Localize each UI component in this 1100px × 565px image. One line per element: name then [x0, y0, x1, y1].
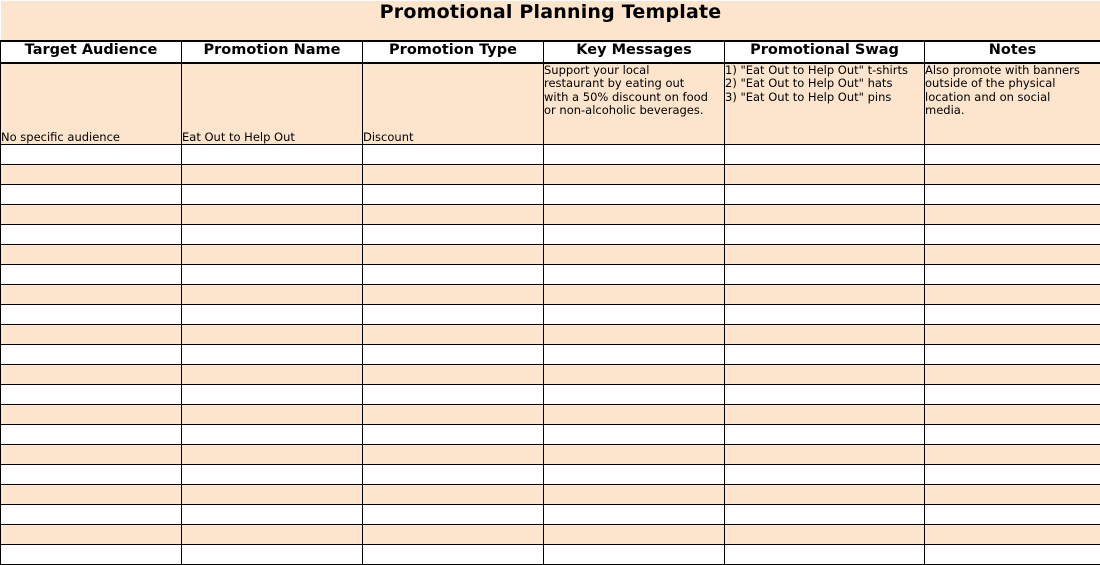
table-row-empty — [1, 385, 1100, 405]
notes-line: outside of the physical — [925, 77, 1100, 91]
cell-empty[interactable] — [925, 225, 1100, 245]
cell-empty[interactable] — [363, 445, 544, 465]
cell-empty[interactable] — [363, 465, 544, 485]
cell-empty[interactable] — [725, 165, 925, 185]
table-row-empty — [1, 325, 1100, 345]
cell-empty[interactable] — [725, 285, 925, 305]
cell-empty[interactable] — [363, 205, 544, 225]
cell-empty[interactable] — [1, 265, 182, 285]
cell-empty[interactable] — [544, 205, 725, 225]
table-row-empty — [1, 345, 1100, 365]
cell-empty[interactable] — [725, 145, 925, 165]
column-header-notes[interactable]: Notes — [925, 41, 1100, 63]
cell-empty[interactable] — [925, 185, 1100, 205]
cell-empty[interactable] — [544, 425, 725, 445]
cell-empty[interactable] — [1, 145, 182, 165]
cell-empty[interactable] — [363, 405, 544, 425]
cell-empty[interactable] — [182, 285, 363, 305]
table-row-empty — [1, 205, 1100, 225]
column-header-promotion-type[interactable]: Promotion Type — [363, 41, 544, 63]
cell-empty[interactable] — [182, 445, 363, 465]
cell-empty[interactable] — [725, 325, 925, 345]
cell-empty[interactable] — [1, 245, 182, 265]
notes-line: location and on social — [925, 91, 1100, 105]
notes-line: media. — [925, 104, 1100, 118]
cell-empty[interactable] — [1, 465, 182, 485]
cell-empty[interactable] — [1, 225, 182, 245]
cell-empty[interactable] — [725, 345, 925, 365]
table-row-empty — [1, 545, 1100, 565]
title-row — [1, 1, 1100, 41]
cell-empty[interactable] — [1, 525, 182, 545]
cell-key-messages[interactable] — [544, 63, 725, 145]
cell-empty[interactable] — [1, 405, 182, 425]
cell-empty[interactable] — [544, 225, 725, 245]
key-messages-line: Support your local — [544, 64, 724, 78]
cell-empty[interactable] — [925, 305, 1100, 325]
cell-empty[interactable] — [182, 305, 363, 325]
cell-empty[interactable] — [725, 225, 925, 245]
cell-empty[interactable] — [1, 425, 182, 445]
cell-empty[interactable] — [544, 285, 725, 305]
key-messages-line: restaurant by eating out — [544, 77, 724, 91]
cell-empty[interactable] — [925, 405, 1100, 425]
cell-empty[interactable] — [925, 205, 1100, 225]
table-row-empty — [1, 465, 1100, 485]
cell-empty[interactable] — [925, 165, 1100, 185]
column-header-promotion-name[interactable]: Promotion Name — [182, 41, 363, 63]
cell-empty[interactable] — [363, 265, 544, 285]
cell-empty[interactable] — [725, 245, 925, 265]
table-row-empty — [1, 525, 1100, 545]
cell-empty[interactable] — [544, 325, 725, 345]
cell-empty[interactable] — [1, 445, 182, 465]
notes-line: Also promote with banners — [925, 64, 1100, 78]
column-header-target-audience[interactable]: Target Audience — [1, 41, 182, 63]
table-row-empty — [1, 185, 1100, 205]
cell-empty[interactable] — [725, 425, 925, 445]
cell-empty[interactable] — [925, 365, 1100, 385]
cell-empty[interactable] — [182, 225, 363, 245]
cell-empty[interactable] — [363, 225, 544, 245]
cell-empty[interactable] — [363, 425, 544, 445]
cell-empty[interactable] — [182, 545, 363, 565]
cell-empty[interactable] — [925, 545, 1100, 565]
cell-empty[interactable] — [725, 265, 925, 285]
table-row-empty — [1, 365, 1100, 385]
cell-empty[interactable] — [925, 325, 1100, 345]
cell-empty[interactable] — [182, 145, 363, 165]
empty-rows-body — [1, 145, 1100, 565]
table-row-empty — [1, 245, 1100, 265]
cell-empty[interactable] — [544, 485, 725, 505]
cell-empty[interactable] — [725, 525, 925, 545]
cell-empty[interactable] — [925, 245, 1100, 265]
cell-empty[interactable] — [182, 365, 363, 385]
cell-empty[interactable] — [182, 405, 363, 425]
cell-empty[interactable] — [182, 165, 363, 185]
cell-empty[interactable] — [925, 285, 1100, 305]
cell-empty[interactable] — [725, 465, 925, 485]
table-row-empty — [1, 445, 1100, 465]
table-row-empty — [1, 305, 1100, 325]
cell-empty[interactable] — [363, 385, 544, 405]
cell-empty[interactable] — [725, 405, 925, 425]
cell-empty[interactable] — [182, 525, 363, 545]
cell-empty[interactable] — [1, 165, 182, 185]
cell-notes[interactable] — [925, 63, 1100, 145]
key-messages-line: with a 50% discount on food — [544, 91, 724, 105]
table-row-empty — [1, 225, 1100, 245]
table-row-empty — [1, 485, 1100, 505]
cell-empty[interactable] — [182, 425, 363, 445]
swag-line: 2) "Eat Out to Help Out" hats — [725, 77, 924, 91]
cell-empty[interactable] — [925, 485, 1100, 505]
cell-empty[interactable] — [363, 345, 544, 365]
cell-empty[interactable] — [544, 525, 725, 545]
cell-empty[interactable] — [1, 205, 182, 225]
cell-promotion-name[interactable]: Eat Out to Help Out — [182, 63, 363, 145]
cell-empty[interactable] — [544, 405, 725, 425]
cell-empty[interactable] — [925, 345, 1100, 365]
table-row-empty — [1, 265, 1100, 285]
swag-line: 1) "Eat Out to Help Out" t-shirts — [725, 64, 924, 78]
cell-empty[interactable] — [182, 325, 363, 345]
cell-empty[interactable] — [182, 185, 363, 205]
cell-empty[interactable] — [725, 445, 925, 465]
cell-empty[interactable] — [1, 305, 182, 325]
table-row-empty — [1, 165, 1100, 185]
cell-empty[interactable] — [544, 365, 725, 385]
cell-empty[interactable] — [363, 305, 544, 325]
cell-empty[interactable] — [544, 145, 725, 165]
cell-empty[interactable] — [182, 385, 363, 405]
cell-empty[interactable] — [925, 445, 1100, 465]
cell-empty[interactable] — [182, 205, 363, 225]
cell-empty[interactable] — [544, 445, 725, 465]
cell-empty[interactable] — [1, 185, 182, 205]
cell-empty[interactable] — [544, 245, 725, 265]
cell-empty[interactable] — [725, 545, 925, 565]
cell-empty[interactable] — [544, 385, 725, 405]
cell-empty[interactable] — [925, 465, 1100, 485]
cell-empty[interactable] — [925, 525, 1100, 545]
cell-empty[interactable] — [1, 365, 182, 385]
cell-empty[interactable] — [363, 185, 544, 205]
key-messages-line: or non-alcoholic beverages. — [544, 104, 724, 118]
cell-empty[interactable] — [725, 205, 925, 225]
cell-empty[interactable] — [925, 265, 1100, 285]
cell-empty[interactable] — [1, 345, 182, 365]
cell-empty[interactable] — [363, 285, 544, 305]
cell-empty[interactable] — [363, 525, 544, 545]
cell-empty[interactable] — [182, 265, 363, 285]
cell-empty[interactable] — [1, 325, 182, 345]
cell-empty[interactable] — [182, 245, 363, 265]
cell-empty[interactable] — [925, 145, 1100, 165]
cell-empty[interactable] — [725, 485, 925, 505]
cell-empty[interactable] — [363, 545, 544, 565]
column-header-promotional-swag[interactable]: Promotional Swag — [725, 41, 925, 63]
cell-empty[interactable] — [363, 245, 544, 265]
header-row — [1, 41, 1100, 63]
cell-empty[interactable] — [1, 285, 182, 305]
table-row-empty — [1, 405, 1100, 425]
cell-promotional-swag[interactable] — [725, 63, 925, 145]
cell-empty[interactable] — [1, 485, 182, 505]
cell-empty[interactable] — [544, 185, 725, 205]
cell-empty[interactable] — [725, 385, 925, 405]
cell-empty[interactable] — [925, 425, 1100, 445]
cell-empty[interactable] — [725, 305, 925, 325]
cell-target-audience[interactable]: No specific audience — [1, 63, 182, 145]
cell-empty[interactable] — [182, 345, 363, 365]
cell-empty[interactable] — [363, 485, 544, 505]
cell-empty[interactable] — [363, 145, 544, 165]
cell-empty[interactable] — [544, 345, 725, 365]
column-header-key-messages[interactable]: Key Messages — [544, 41, 725, 63]
cell-empty[interactable] — [1, 385, 182, 405]
cell-promotion-type[interactable]: Discount — [363, 63, 544, 145]
table-row-empty — [1, 145, 1100, 165]
cell-empty[interactable] — [544, 465, 725, 485]
cell-empty[interactable] — [182, 485, 363, 505]
cell-empty[interactable] — [544, 265, 725, 285]
cell-empty[interactable] — [363, 165, 544, 185]
cell-empty[interactable] — [544, 545, 725, 565]
cell-empty[interactable] — [1, 545, 182, 565]
cell-empty[interactable] — [363, 365, 544, 385]
cell-empty[interactable] — [363, 325, 544, 345]
table-row-empty — [1, 425, 1100, 445]
cell-empty[interactable] — [925, 385, 1100, 405]
table-row — [1, 63, 1100, 145]
page-title: Promotional Planning Template — [1, 1, 1100, 41]
table-row-empty — [1, 285, 1100, 305]
cell-empty[interactable] — [725, 185, 925, 205]
cell-empty[interactable] — [544, 165, 725, 185]
cell-empty[interactable] — [182, 465, 363, 485]
swag-line: 3) "Eat Out to Help Out" pins — [725, 91, 924, 105]
cell-empty[interactable] — [544, 305, 725, 325]
cell-empty[interactable] — [725, 365, 925, 385]
